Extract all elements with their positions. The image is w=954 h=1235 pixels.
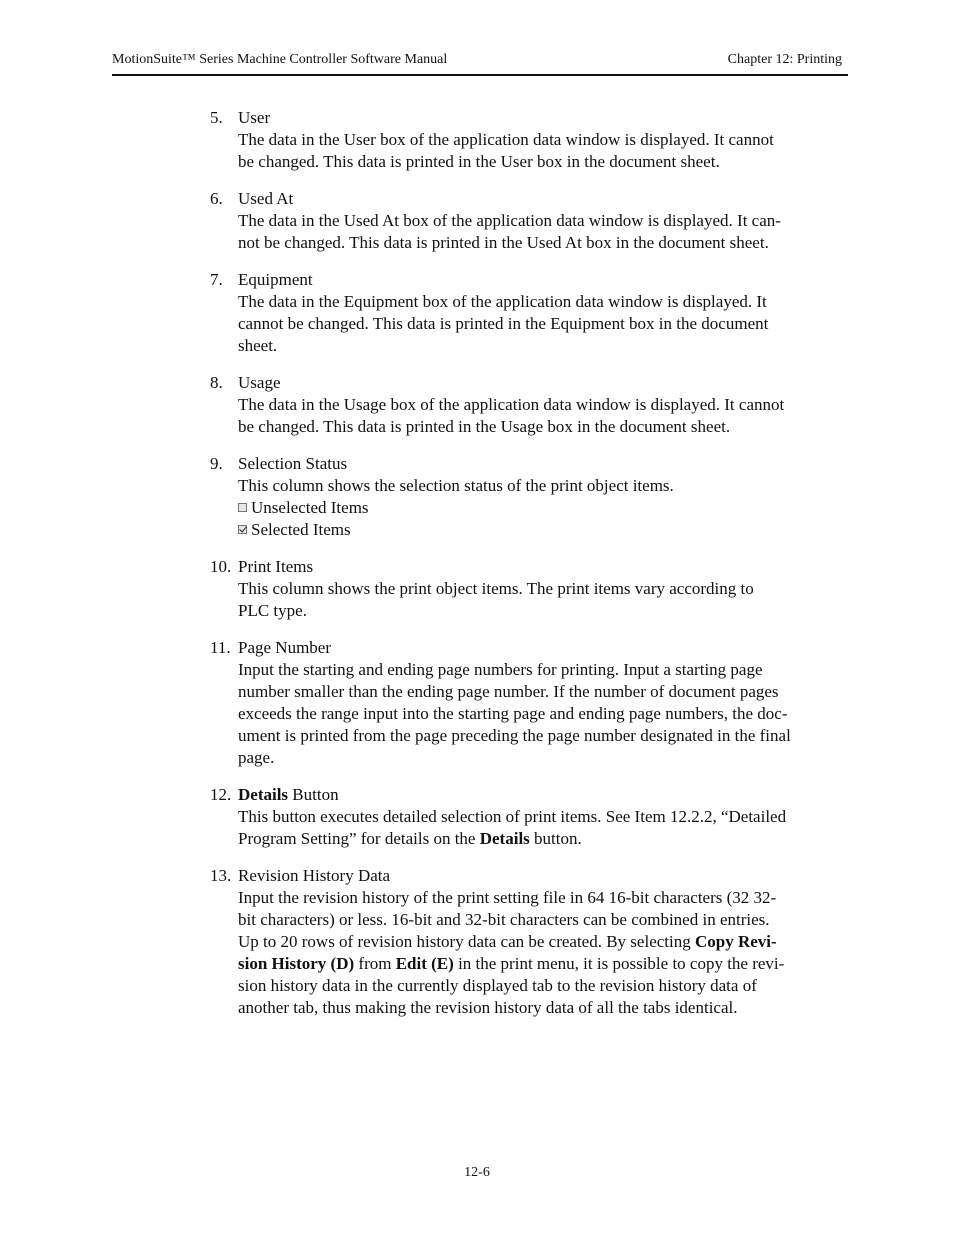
item-number: 5. bbox=[210, 108, 223, 127]
list-item-page-number bbox=[210, 637, 846, 769]
text-run-bold: Details bbox=[479, 829, 530, 848]
item-number: 12. bbox=[210, 785, 232, 804]
page-header bbox=[112, 52, 848, 76]
list-item-user bbox=[210, 107, 846, 173]
item-text-line bbox=[238, 828, 846, 850]
list-item-print-items bbox=[210, 556, 846, 622]
item-title: Selection Status bbox=[238, 454, 348, 473]
item-title: Used At bbox=[238, 189, 294, 208]
item-text-line: sion history data in the currently displayed tab to the revision history data of bbox=[238, 976, 757, 995]
item-title: Page Number bbox=[238, 638, 332, 657]
item-text-line: exceeds the range input into the starting page and ending page numbers, the doc- bbox=[238, 704, 788, 723]
item-text-line: page. bbox=[238, 748, 275, 767]
item-text-line: another tab, thus making the revision history data of all the tabs identical. bbox=[238, 998, 738, 1017]
text-run: Up to 20 rows of revision history data can be created. By selecting bbox=[238, 932, 695, 951]
text-run-bold: sion History (D) bbox=[238, 954, 355, 973]
list-item-equipment bbox=[210, 269, 846, 357]
page-number: 12-6 bbox=[464, 1165, 490, 1180]
chapter-title: Chapter 12: Printing bbox=[727, 52, 842, 67]
checked-checkbox-icon bbox=[238, 525, 247, 534]
item-title-bold: Details bbox=[238, 785, 289, 804]
list-item-used-at bbox=[210, 188, 846, 254]
item-text-line: be changed. This data is printed in the Usage box in the document sheet. bbox=[238, 417, 731, 436]
item-text-line: The data in the Usage box of the application data window is displayed. It cannot bbox=[238, 395, 785, 414]
item-text-line: sheet. bbox=[238, 336, 278, 355]
item-text-line: PLC type. bbox=[238, 601, 307, 620]
item-text-line: bit characters) or less. 16-bit and 32-bit characters can be combined in entries. bbox=[238, 910, 770, 929]
item-text-line: This column shows the selection status of the print object items. bbox=[238, 476, 674, 495]
item-title: Equipment bbox=[238, 270, 313, 289]
selected-row bbox=[238, 519, 846, 541]
item-text-line: not be changed. This data is printed in the Used At box in the document sheet. bbox=[238, 233, 769, 252]
list-item-revision-history bbox=[210, 865, 846, 1019]
item-number: 10. bbox=[210, 557, 232, 576]
item-title: Print Items bbox=[238, 557, 314, 576]
text-run: from bbox=[354, 954, 396, 973]
item-text-line: number smaller than the ending page number. If the number of document pages bbox=[238, 682, 779, 701]
item-text-line: The data in the Used At box of the application data window is displayed. It can- bbox=[238, 211, 781, 230]
text-run: button. bbox=[529, 829, 582, 848]
unselected-label: Unselected Items bbox=[251, 498, 369, 517]
item-number: 8. bbox=[210, 373, 223, 392]
item-title: Usage bbox=[238, 373, 281, 392]
unchecked-checkbox-icon bbox=[238, 503, 247, 512]
item-text-line: This column shows the print object items. The print items vary according to bbox=[238, 579, 754, 598]
item-text-line: The data in the Equipment box of the application data window is displayed. It bbox=[238, 292, 767, 311]
selected-label: Selected Items bbox=[251, 520, 351, 539]
item-number: 9. bbox=[210, 454, 223, 473]
item-text-line: be changed. This data is printed in the User box in the document sheet. bbox=[238, 152, 720, 171]
item-title bbox=[238, 784, 846, 806]
item-text-line: This button executes detailed selection of print items. See Item 12.2.2, “Detailed bbox=[238, 807, 787, 826]
manual-title: MotionSuite™ Series Machine Controller Software Manual bbox=[112, 52, 448, 67]
item-title-rest: Button bbox=[288, 785, 339, 804]
item-number: 7. bbox=[210, 270, 223, 289]
item-text-line: Input the revision history of the print setting file in 64 16-bit characters (32 32- bbox=[238, 888, 777, 907]
document-body bbox=[210, 107, 846, 1034]
item-text-line bbox=[238, 953, 846, 975]
item-text-line bbox=[238, 931, 846, 953]
list-item-usage bbox=[210, 372, 846, 438]
item-text-line: ument is printed from the page preceding the page number designated in the final bbox=[238, 726, 791, 745]
item-number: 13. bbox=[210, 866, 232, 885]
text-run: Program Setting” for details on the bbox=[238, 829, 480, 848]
item-number: 6. bbox=[210, 189, 223, 208]
text-run-bold: Copy Revi- bbox=[694, 932, 777, 951]
unselected-row bbox=[238, 497, 846, 519]
item-text-line: cannot be changed. This data is printed in the Equipment box in the document bbox=[238, 314, 769, 333]
item-title: Revision History Data bbox=[238, 866, 391, 885]
list-item-selection-status bbox=[210, 453, 846, 541]
text-run: in the print menu, it is possible to copy the revi- bbox=[453, 954, 785, 973]
list-item-details-button bbox=[210, 784, 846, 850]
page-footer bbox=[0, 1165, 954, 1181]
text-run-bold: Edit (E) bbox=[395, 954, 454, 973]
item-title: User bbox=[238, 108, 271, 127]
item-text-line: Input the starting and ending page numbers for printing. Input a starting page bbox=[238, 660, 763, 679]
item-text-line: The data in the User box of the application data window is displayed. It cannot bbox=[238, 130, 774, 149]
item-number: 11. bbox=[210, 638, 231, 657]
